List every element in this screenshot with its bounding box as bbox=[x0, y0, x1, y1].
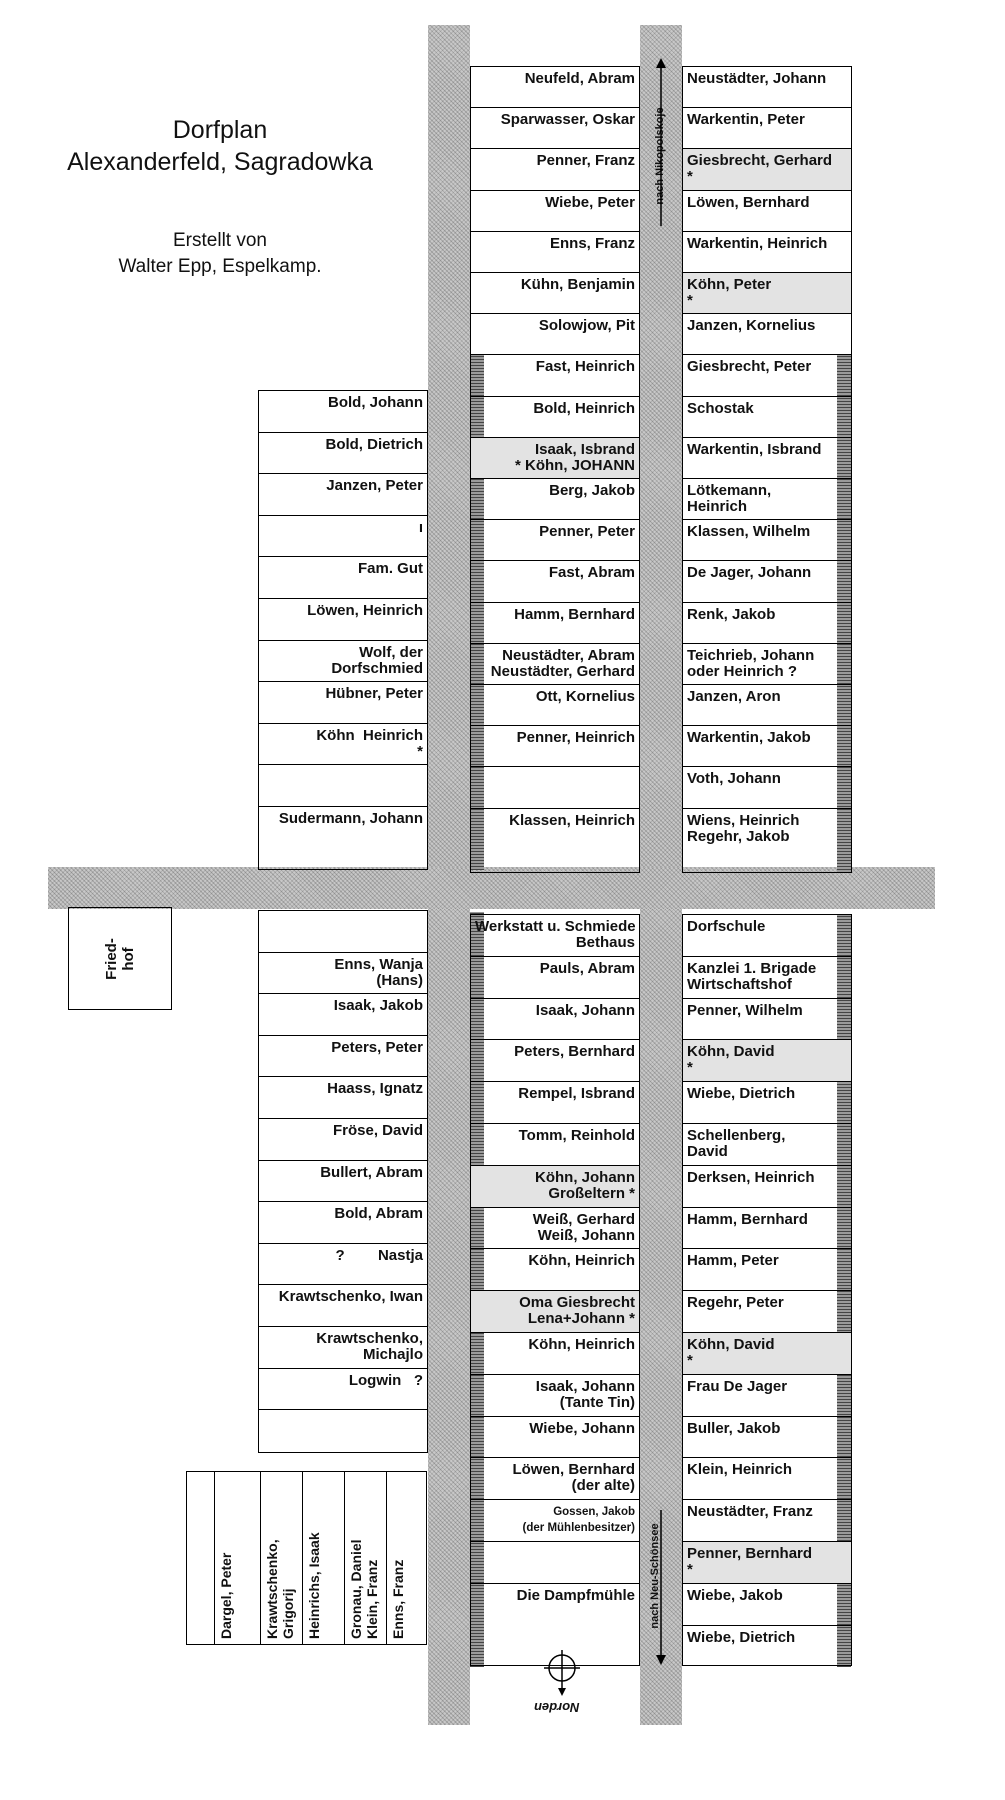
plot-cell: Warkentin, Peter bbox=[683, 107, 851, 148]
plot-cell: Rempel, Isbrand bbox=[471, 1081, 639, 1123]
plot-cell: Sudermann, Johann bbox=[259, 806, 427, 848]
plot-cell: Schellenberg, David bbox=[683, 1123, 851, 1165]
west-lower-column bbox=[258, 910, 428, 1453]
plot-cell: Bullert, Abram bbox=[259, 1160, 427, 1202]
bottom-row-divider bbox=[344, 1471, 345, 1645]
plot-cell: Penner, Heinrich bbox=[471, 725, 639, 766]
plot-cell: Warkentin, Isbrand bbox=[683, 437, 851, 478]
plot-cell: Wiebe, Johann bbox=[471, 1416, 639, 1458]
plot-cell: Solowjow, Pit bbox=[471, 313, 639, 354]
road-arrow-south-icon bbox=[655, 1510, 667, 1665]
plot-cell: Bold, Johann bbox=[259, 390, 427, 432]
middle-lower-column bbox=[470, 914, 640, 1666]
plot-cell: Kühn, Benjamin bbox=[471, 272, 639, 313]
plot-cell bbox=[259, 910, 427, 952]
plot-cell: Bold, Abram bbox=[259, 1201, 427, 1243]
plot-cell: Fast, Heinrich bbox=[471, 354, 639, 395]
plot-cell: Isaak, Isbrand * Köhn, JOHANN bbox=[471, 437, 639, 478]
cross-road bbox=[48, 867, 935, 909]
east-upper-column bbox=[682, 66, 852, 873]
plot-cell: Ott, Kornelius bbox=[471, 684, 639, 725]
plot-cell: Schostak bbox=[683, 396, 851, 437]
plot-cell: Fast, Abram bbox=[471, 560, 639, 601]
bottom-row-cell: Gronau, Daniel Klein, Franz bbox=[348, 1539, 380, 1639]
plot-cell: Sparwasser, Oskar bbox=[471, 107, 639, 148]
plot-cell: Dorfschule bbox=[683, 914, 851, 956]
plot-cell: Wiebe, Dietrich bbox=[683, 1625, 851, 1667]
plot-cell: Löwen, Heinrich bbox=[259, 598, 427, 640]
plot-cell: Bold, Heinrich bbox=[471, 396, 639, 437]
plot-cell: Fam. Gut bbox=[259, 556, 427, 598]
plot-cell: Penner, Bernhard * bbox=[683, 1541, 851, 1583]
plot-cell: Warkentin, Heinrich bbox=[683, 231, 851, 272]
plot-cell: Köhn, David * bbox=[683, 1039, 851, 1081]
plot-cell: Gossen, Jakob (der Mühlenbesitzer) bbox=[471, 1499, 639, 1541]
plot-cell: Löwen, Bernhard (der alte) bbox=[471, 1457, 639, 1499]
plot-cell: Teichrieb, Johann oder Heinrich ? bbox=[683, 643, 851, 684]
compass-label: Norden bbox=[534, 1700, 580, 1715]
plot-cell: Tomm, Reinhold bbox=[471, 1123, 639, 1165]
plot-cell: Enns, Wanja (Hans) bbox=[259, 952, 427, 994]
plot-cell: Penner, Wilhelm bbox=[683, 998, 851, 1040]
plot-cell: Buller, Jakob bbox=[683, 1416, 851, 1458]
plot-cell: Löwen, Bernhard bbox=[683, 190, 851, 231]
compass-icon bbox=[540, 1648, 584, 1698]
bottom-row-divider bbox=[426, 1471, 427, 1645]
plot-cell: Isaak, Johann (Tante Tin) bbox=[471, 1374, 639, 1416]
plot-cell bbox=[471, 1541, 639, 1583]
plot-cell: Voth, Johann bbox=[683, 766, 851, 807]
bottom-row-divider bbox=[260, 1471, 261, 1645]
plot-cell: Isaak, Jakob bbox=[259, 993, 427, 1035]
plot-cell: Neustädter, Johann bbox=[683, 66, 851, 107]
plot-cell: Oma Giesbrecht Lena+Johann * bbox=[471, 1290, 639, 1332]
plot-cell: Köhn, Johann Großeltern * bbox=[471, 1165, 639, 1207]
plot-cell: Neufeld, Abram bbox=[471, 66, 639, 107]
plot-cell: Klassen, Heinrich bbox=[471, 808, 639, 849]
plot-cell: Neustädter, Abram Neustädter, Gerhard bbox=[471, 643, 639, 684]
plot-cell: Wiens, Heinrich Regehr, Jakob bbox=[683, 808, 851, 849]
plot-cell: Haass, Ignatz bbox=[259, 1076, 427, 1118]
plot-cell: Wiebe, Jakob bbox=[683, 1583, 851, 1625]
plot-cell: Köhn, Heinrich bbox=[471, 1332, 639, 1374]
plot-cell: Peters, Peter bbox=[259, 1035, 427, 1077]
map-title bbox=[40, 114, 400, 178]
plot-cell: Bold, Dietrich bbox=[259, 432, 427, 474]
author-line2: Walter Epp, Espelkamp. bbox=[118, 256, 322, 277]
plot-cell: Giesbrecht, Peter bbox=[683, 354, 851, 395]
bottom-row-cell: Krawtschenko, Grigorij bbox=[264, 1539, 296, 1639]
road-arrow-north-icon bbox=[655, 58, 667, 228]
plot-cell bbox=[259, 764, 427, 806]
plot-cell: Wiebe, Dietrich bbox=[683, 1081, 851, 1123]
plot-cell: Köhn, David * bbox=[683, 1332, 851, 1374]
bottom-row-divider bbox=[186, 1471, 187, 1645]
plot-cell: Neustädter, Franz bbox=[683, 1499, 851, 1541]
plot-cell: Klassen, Wilhelm bbox=[683, 519, 851, 560]
east-lower-column bbox=[682, 914, 852, 1666]
author-line1: Erstellt von bbox=[173, 230, 267, 251]
plot-cell: Renk, Jakob bbox=[683, 602, 851, 643]
bottom-row-divider bbox=[214, 1471, 215, 1645]
plot-cell: Janzen, Aron bbox=[683, 684, 851, 725]
plot-cell: De Jager, Johann bbox=[683, 560, 851, 601]
plot-cell: Hamm, Bernhard bbox=[471, 602, 639, 643]
plot-cell: Peters, Bernhard bbox=[471, 1039, 639, 1081]
plot-cell: Hamm, Bernhard bbox=[683, 1207, 851, 1249]
plot-cell: Köhn, Peter * bbox=[683, 272, 851, 313]
plot-cell: Kanzlei 1. Brigade Wirtschaftshof bbox=[683, 956, 851, 998]
bottom-row-divider bbox=[302, 1471, 303, 1645]
plot-cell: Lötkemann, Heinrich bbox=[683, 478, 851, 519]
plot-cell: Giesbrecht, Gerhard * bbox=[683, 148, 851, 189]
plot-cell: Janzen, Peter bbox=[259, 473, 427, 515]
plot-cell: Köhn Heinrich * bbox=[259, 723, 427, 765]
plot-cell: Krawtschenko, Michajlo bbox=[259, 1326, 427, 1368]
plot-cell: Wolf, der Dorfschmied bbox=[259, 640, 427, 682]
plot-cell: Klein, Heinrich bbox=[683, 1457, 851, 1499]
bottom-row-cell: Dargel, Peter bbox=[218, 1552, 234, 1639]
plot-cell: Warkentin, Jakob bbox=[683, 725, 851, 766]
plot-cell: Isaak, Johann bbox=[471, 998, 639, 1040]
plot-cell: Derksen, Heinrich bbox=[683, 1165, 851, 1207]
bottom-row-divider bbox=[386, 1471, 387, 1645]
plot-cell: Penner, Peter bbox=[471, 519, 639, 560]
plot-cell: Enns, Franz bbox=[471, 231, 639, 272]
plot-cell: Pauls, Abram bbox=[471, 956, 639, 998]
plot-cell: Logwin ? bbox=[259, 1368, 427, 1410]
title-line1: Dorfplan bbox=[172, 116, 268, 144]
plot-cell: Weiß, Gerhard Weiß, Johann bbox=[471, 1207, 639, 1249]
plot-cell: Berg, Jakob bbox=[471, 478, 639, 519]
bottom-row-cell: Enns, Franz bbox=[390, 1559, 406, 1639]
plot-cell bbox=[471, 766, 639, 807]
plot-cell: ? Nastja bbox=[259, 1243, 427, 1285]
bottom-row bbox=[186, 1471, 426, 1645]
plot-cell: Hamm, Peter bbox=[683, 1248, 851, 1290]
plot-cell: Janzen, Kornelius bbox=[683, 313, 851, 354]
plot-cell: Hübner, Peter bbox=[259, 681, 427, 723]
cemetery-box bbox=[68, 907, 172, 1010]
plot-cell: Fröse, David bbox=[259, 1118, 427, 1160]
road-label-south: nach Neu-Schönsee bbox=[649, 1523, 661, 1629]
road-label-north: nach Nikopolskoje bbox=[654, 107, 666, 205]
plot-cell: Regehr, Peter bbox=[683, 1290, 851, 1332]
cemetery-label: Fried- hof bbox=[103, 937, 137, 980]
plot-cell: ı bbox=[259, 515, 427, 557]
plot-cell bbox=[259, 1409, 427, 1451]
plot-cell: Krawtschenko, Iwan bbox=[259, 1284, 427, 1326]
title-line2: Alexanderfeld, Sagradowka bbox=[67, 148, 373, 176]
west-upper-column bbox=[258, 390, 428, 870]
middle-upper-column bbox=[470, 66, 640, 873]
plot-cell: Frau De Jager bbox=[683, 1374, 851, 1416]
plot-cell: Penner, Franz bbox=[471, 148, 639, 189]
plot-cell: Wiebe, Peter bbox=[471, 190, 639, 231]
bottom-row-cell: Heinrichs, Isaak bbox=[306, 1532, 322, 1639]
plot-cell: Werkstatt u. Schmiede Bethaus bbox=[471, 914, 639, 956]
plot-cell: Köhn, Heinrich bbox=[471, 1248, 639, 1290]
plot-cell: Die Dampfmühle bbox=[471, 1583, 639, 1625]
map-author bbox=[75, 228, 365, 280]
